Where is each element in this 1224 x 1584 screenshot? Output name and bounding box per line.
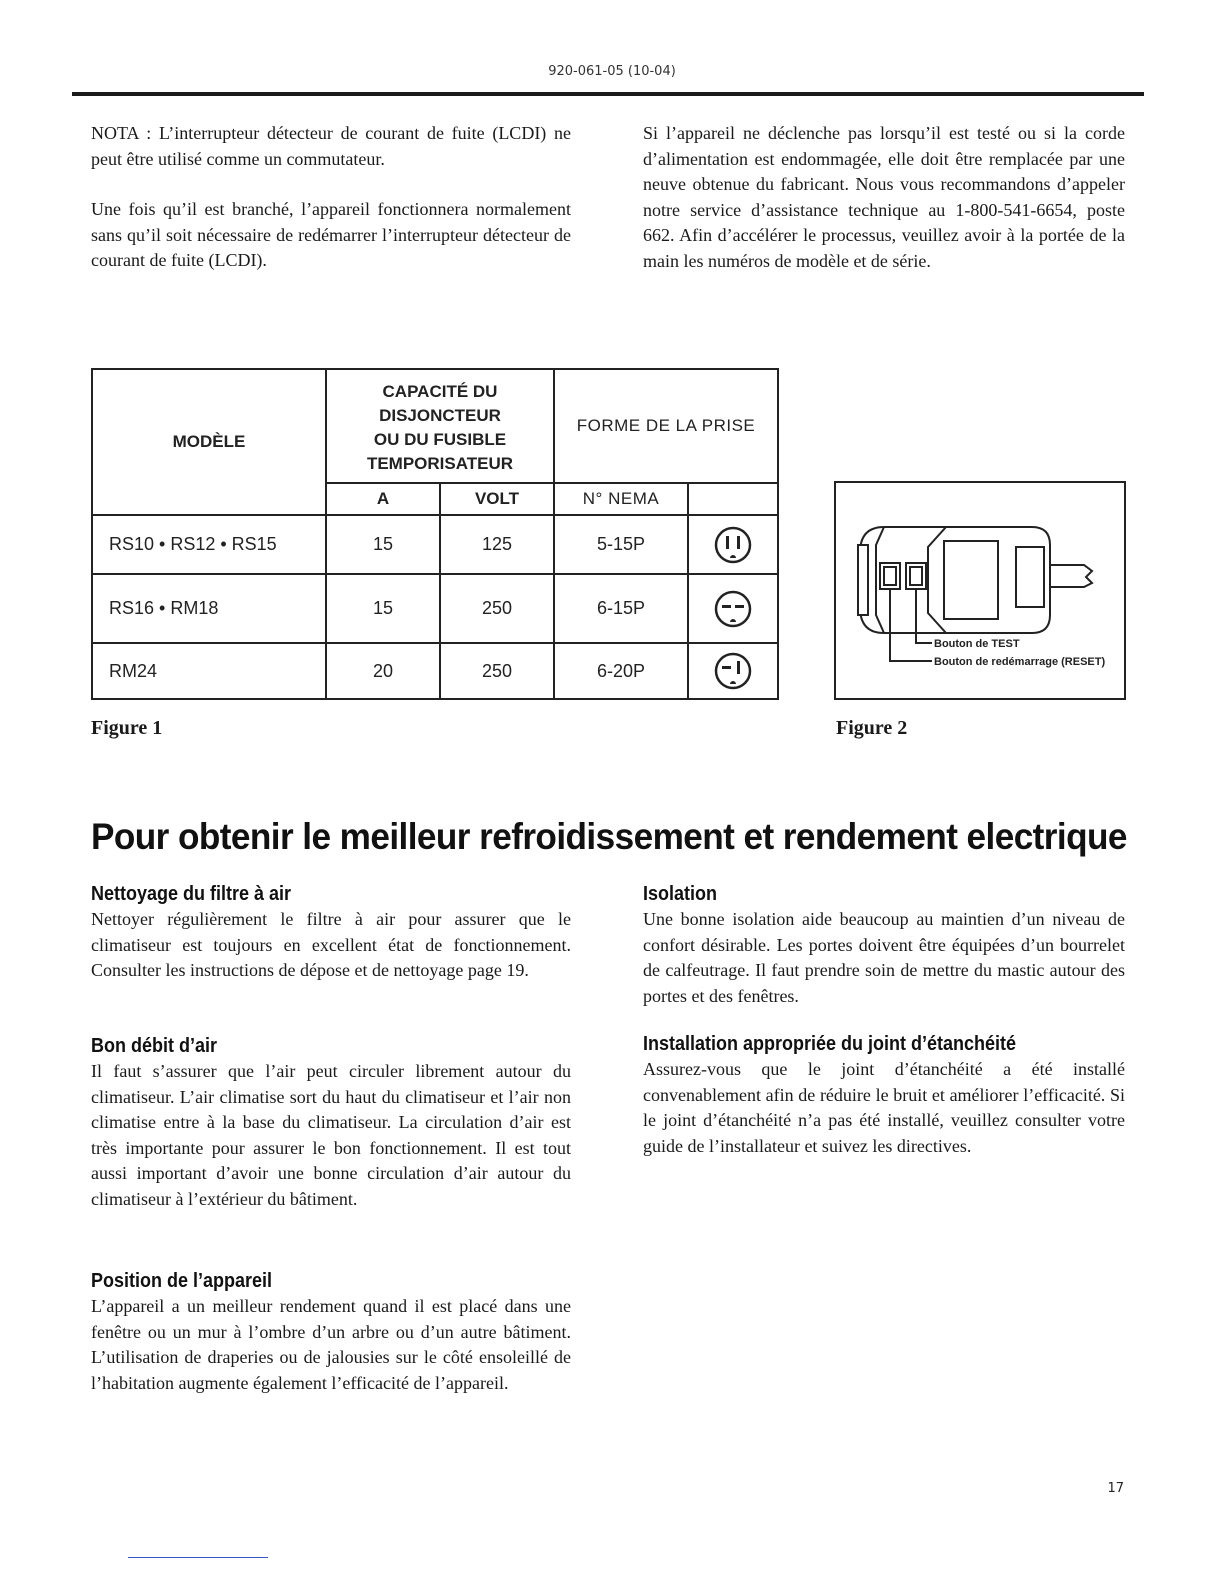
page-number: 17 <box>1107 1481 1124 1496</box>
row-1-nema: 5-15P <box>596 534 646 554</box>
row-2-volt: 250 <box>481 598 513 618</box>
lcdi-note-paragraph: NOTA : L’interrupteur détecteur de courant de fuite (LCDI) ne peut être utilisé comme un commutateur. <box>91 123 571 169</box>
cord-replacement-paragraph: Si l’appareil ne déclenche pas lorsqu’il est testé ou si la corde d’alimentation est endommagée, elle doit être remplacée par une neuve obtenue du fabricant. Nous vous recommandons d’appeler notre service d’assistance technique au 1-800-541-6654, poste 662. Afin d’accélérer le processus, veuillez avoir à la portée de la main les numéros de modèle et de série. <box>643 123 1125 271</box>
figure-2-lcdi-diagram <box>834 481 1126 700</box>
header-volt: VOLT <box>474 489 520 508</box>
figure-2-caption: Figure 2 <box>836 717 908 739</box>
row-3-amp: 20 <box>372 660 394 681</box>
plug-6-20p-icon <box>689 644 777 698</box>
row-1-amp: 15 <box>372 534 394 554</box>
intro-right-column <box>643 121 1125 274</box>
section-filter <box>91 881 571 984</box>
header-model: MODÈLE <box>172 432 246 451</box>
row-3-volt: 250 <box>481 660 513 681</box>
row-3-model: RM24 <box>109 660 158 681</box>
section-airflow <box>91 1033 571 1212</box>
header-nema: N° NEMA <box>582 489 660 508</box>
row-3-nema: 6-20P <box>596 660 646 681</box>
section-insulation <box>643 881 1125 1009</box>
intro-left-column <box>91 121 571 274</box>
lcdi-restart-paragraph: Une fois qu’il est branché, l’appareil fonctionnera normalement sans qu’il soit nécessaire de redémarrer l’interrupteur détecteur de courant de fuite (LCDI). <box>91 199 571 270</box>
row-2-amp: 15 <box>372 598 394 618</box>
section-seal <box>643 1031 1125 1159</box>
main-heading: Pour obtenir le meilleur refroidissement et rendement electrique <box>91 816 1127 857</box>
header-capacity-line-2: DISJONCTEUR <box>379 406 501 425</box>
figure-1-caption: Figure 1 <box>91 717 163 739</box>
test-button-label: Bouton de TEST <box>934 638 1020 650</box>
plug-5-15p-icon <box>689 516 777 573</box>
airflow-heading: Bon débit d’air <box>91 1035 217 1057</box>
insulation-heading: Isolation <box>643 883 718 905</box>
row-1-volt: 125 <box>481 534 513 554</box>
header-capacity <box>327 374 553 482</box>
breaker-table <box>91 368 779 700</box>
plug-6-15p-icon <box>689 575 777 642</box>
position-body: L’appareil a un meilleur rendement quand il est placé dans une fenêtre ou un mur à l’ombre d’un arbre ou d’un autre bâtiment. L’utilisation de draperies ou de jalousies sur le côté ensoleillé de l’habitation augmente également l’efficacité de l’appareil. <box>91 1296 571 1393</box>
filter-heading: Nettoyage du filtre à air <box>91 883 292 905</box>
seal-heading: Installation appropriée du joint d’étanchéité <box>643 1033 1017 1055</box>
footer-link-underline <box>128 1557 268 1558</box>
header-capacity-line-1: CAPACITÉ DU <box>382 382 498 401</box>
lcdi-plug-icon <box>836 483 1124 698</box>
document-number: 920-061-05 (10-04) <box>548 64 676 79</box>
airflow-body: Il faut s’assurer que l’air peut circuler librement autour du climatiseur. L’air climatise sort du haut du climatiseur et l’air non climatise entre à la base du climatiseur. La circulation d’air est très importante pour assurer le bon fonctionnement. Il est tout aussi important d’avoir une bonne circulation d’air autour du climatiseur à l’extérieur du bâtiment. <box>91 1061 571 1209</box>
insulation-body: Une bonne isolation aide beaucoup au maintien d’un niveau de confort désirable. Les portes doivent être équipées d’un bourrelet de calfeutrage. Il faut prendre soin de mettre du mastic autour des portes et des fenêtres. <box>643 909 1125 1006</box>
header-amp: A <box>376 489 390 508</box>
seal-body: Assurez-vous que le joint d’étanchéité a été installé convenablement afin de réduire le bruit et améliorer l’efficacité. Si le joint d’étanchéité n’a pas été installé, veuillez consulter votre guide de l’installateur et suivez les directives. <box>643 1059 1125 1156</box>
header-plug-form: FORME DE LA PRISE <box>576 416 756 435</box>
filter-body: Nettoyer régulièrement le filtre à air pour assurer que le climatiseur est toujours en excellent état de fonctionnement. Consulter les instructions de dépose et de nettoyage page 19. <box>91 909 571 980</box>
row-1-model: RS10 • RS12 • RS15 <box>109 534 277 554</box>
header-capacity-line-3: OU DU FUSIBLE <box>373 430 507 449</box>
row-2-nema: 6-15P <box>596 598 646 618</box>
section-position <box>91 1268 571 1396</box>
position-heading: Position de l’appareil <box>91 1270 273 1292</box>
row-2-model: RS16 • RM18 <box>109 598 219 618</box>
header-capacity-line-4: TEMPORISATEUR <box>366 454 514 473</box>
header-divider <box>72 92 1144 96</box>
reset-button-label: Bouton de redémarrage (RESET) <box>934 656 1106 668</box>
